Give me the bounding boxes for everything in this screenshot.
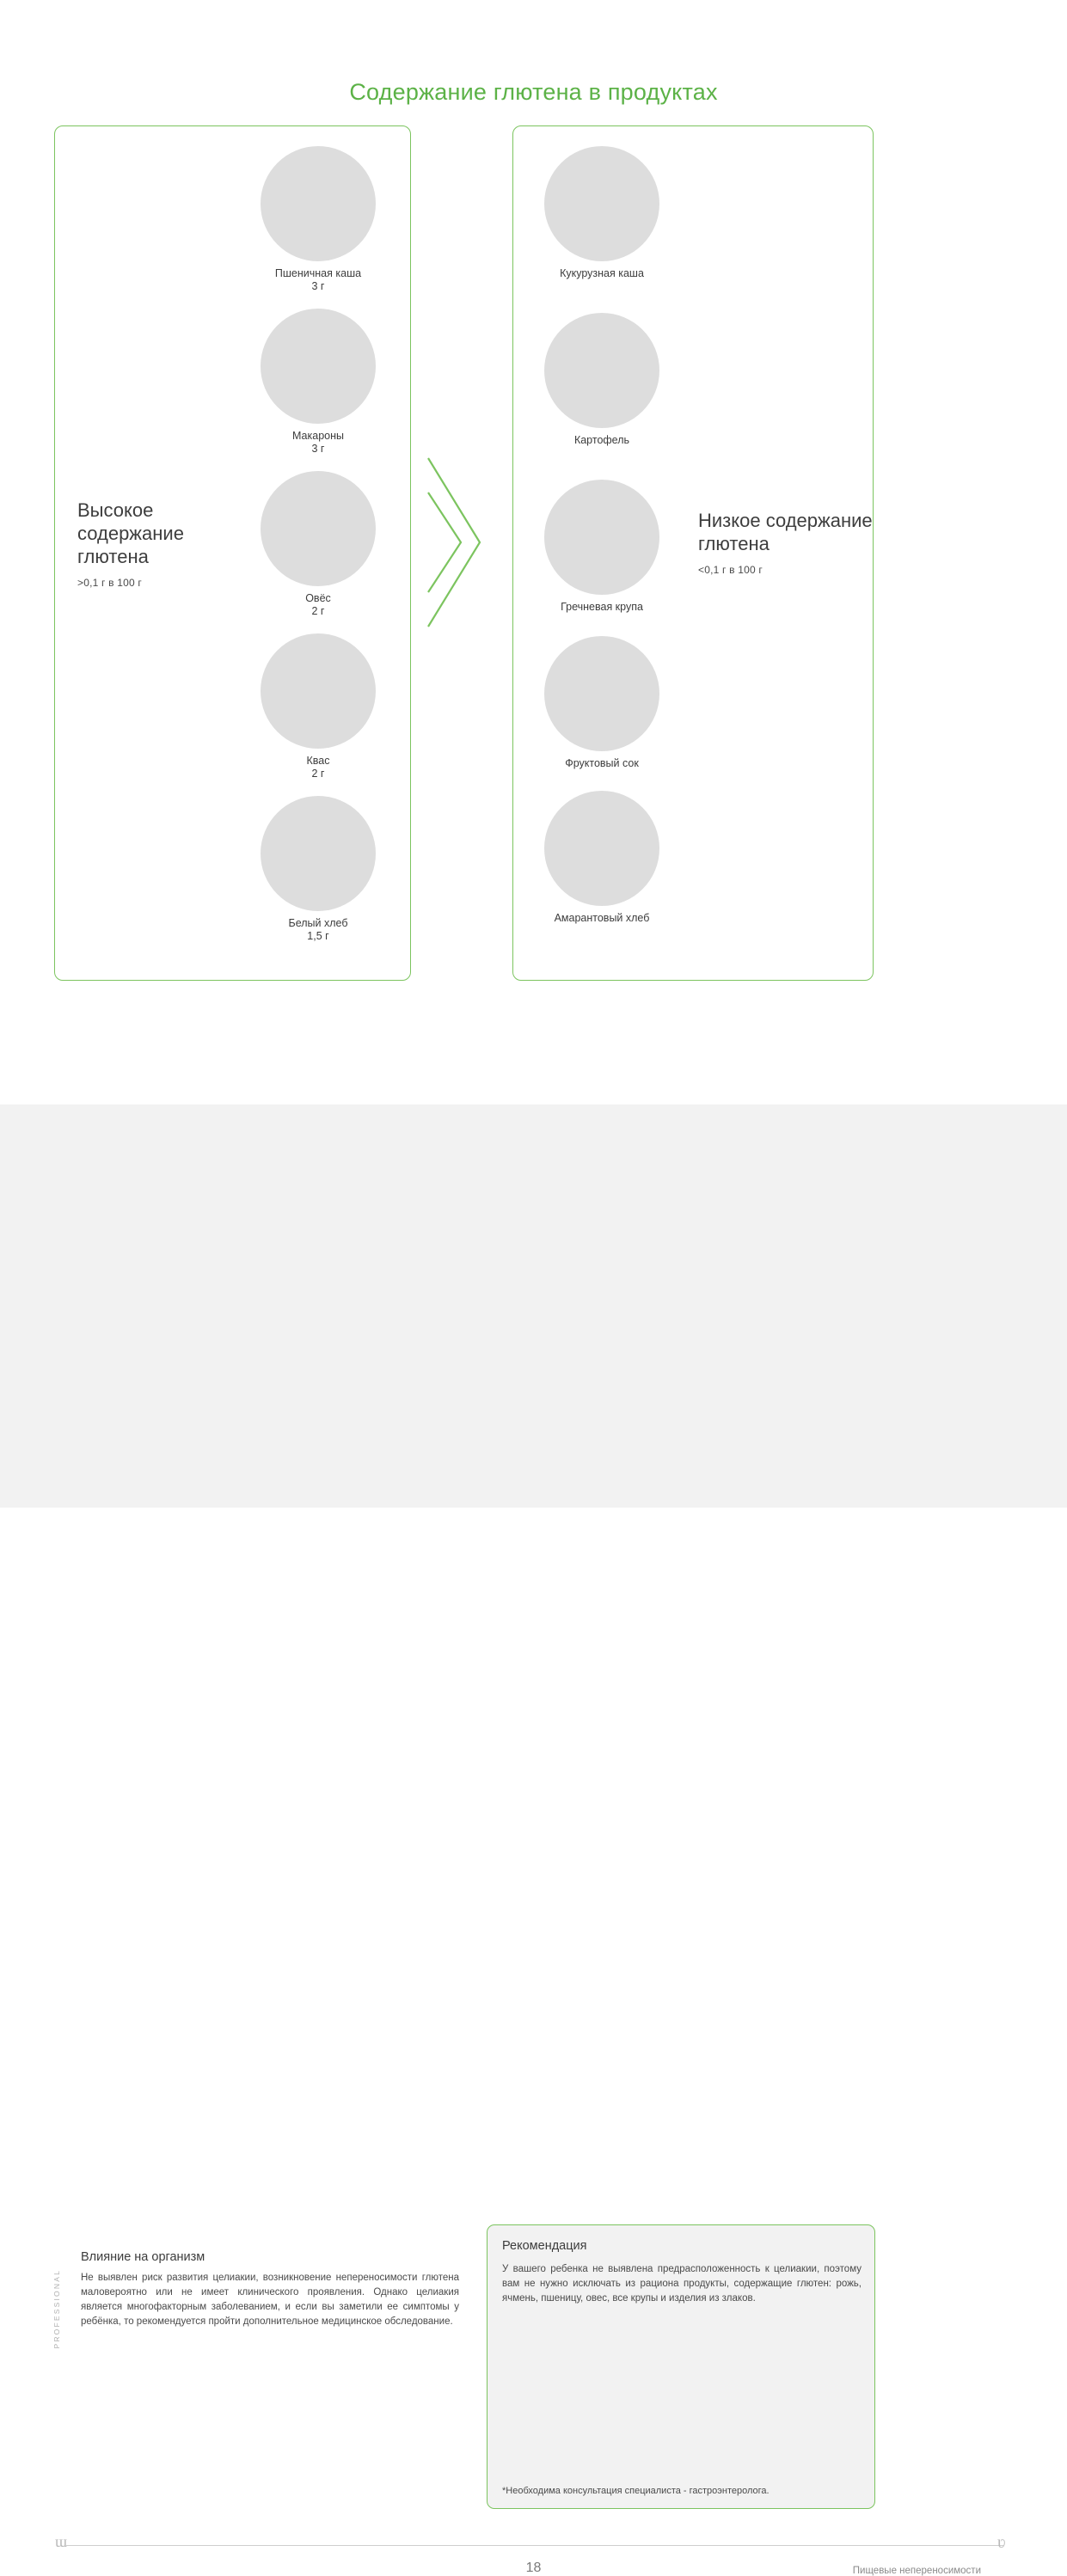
food-amount: 2 г [311,768,325,780]
food-amount: 2 г [311,605,325,617]
food-name: Фруктовый сок [565,757,639,769]
food-amount: 3 г [311,280,325,292]
food-name: Амарантовый хлеб [554,912,650,924]
food-name: Квас [306,755,330,767]
list-item [258,471,378,618]
impact-section [81,2250,459,2329]
impact-text: Не выявлен риск развития целиакии, возникновение непереносимости глютена маловероятно или не имеет клинического проявления. Однако целиакия является многофакторным заболеванием, и если вы заметили ее симптомы у ребёнка, то рекомендуется пройти дополнительное медицинское обследование. [81,2273,459,2327]
high-gluten-heading [77,499,249,595]
list-item [258,633,378,780]
potato-photo [544,313,659,428]
list-item [542,313,662,447]
recommendation-box [487,2224,875,2509]
food-name: Пшеничная каша [274,267,362,279]
page-number: 18 [525,2561,542,2575]
food-name: Гречневая крупа [561,601,643,613]
page-main-area [0,0,1067,1104]
food-name: Белый хлеб [288,917,348,929]
footer-flourish-left-icon: ɯ [55,2533,68,2550]
list-item [542,636,662,770]
chevron-right-icon [423,453,492,633]
list-item [258,309,378,456]
recommendation-title: Рекомендация [502,2239,587,2253]
low-gluten-heading [698,509,879,582]
low-gluten-heading-text: Низкое содержание глютена [698,510,873,554]
pasta-photo [261,309,376,424]
food-amount: 3 г [311,443,325,455]
low-gluten-food-list [542,146,662,940]
juice-photo [544,636,659,751]
oats-photo [261,471,376,586]
recommendation-text: У вашего ребенка не выявлена предрасположенность к целиакии, поэтому вам не нужно исключать из рациона продукты, содержащие глютен: рожь, ячмень, пшеницу, овес, все крупы и изделия из злаков. [502,2264,862,2304]
food-name: Макароны [292,430,344,442]
page-title: Содержание глютена в продуктах [349,79,718,105]
list-item [542,146,662,280]
list-item [542,791,662,925]
high-gluten-subheading: >0,1 г в 100 г [77,577,142,589]
corn-porridge-photo [544,146,659,261]
high-gluten-food-list [258,146,378,958]
footer-divider [66,2545,1003,2546]
impact-title: Влияние на организм [81,2250,205,2264]
low-gluten-subheading: <0,1 г в 100 г [698,564,763,576]
food-name: Картофель [573,434,630,446]
list-item [258,146,378,293]
footer-section-label: Пищевые непереносимости [852,2566,981,2576]
bottom-band [0,1104,1067,2576]
list-item [258,796,378,943]
high-gluten-heading-text: Высокое содержание глютена [77,499,184,567]
amaranth-bread-photo [544,791,659,906]
buckwheat-photo [544,480,659,595]
professional-label: PROFESSIONAL [52,2269,61,2349]
white-bread-photo [261,796,376,911]
recommendation-note: *Необходима консультация специалиста - гастроэнтеролога. [502,2486,770,2496]
food-amount: 1,5 г [307,930,329,942]
kvass-photo [261,633,376,749]
list-item [542,480,662,614]
food-name: Кукурузная каша [560,267,644,279]
food-name: Овёс [305,592,331,604]
footer-flourish-right-icon: ʋ [997,2533,1006,2552]
wheat-porridge-photo [261,146,376,261]
